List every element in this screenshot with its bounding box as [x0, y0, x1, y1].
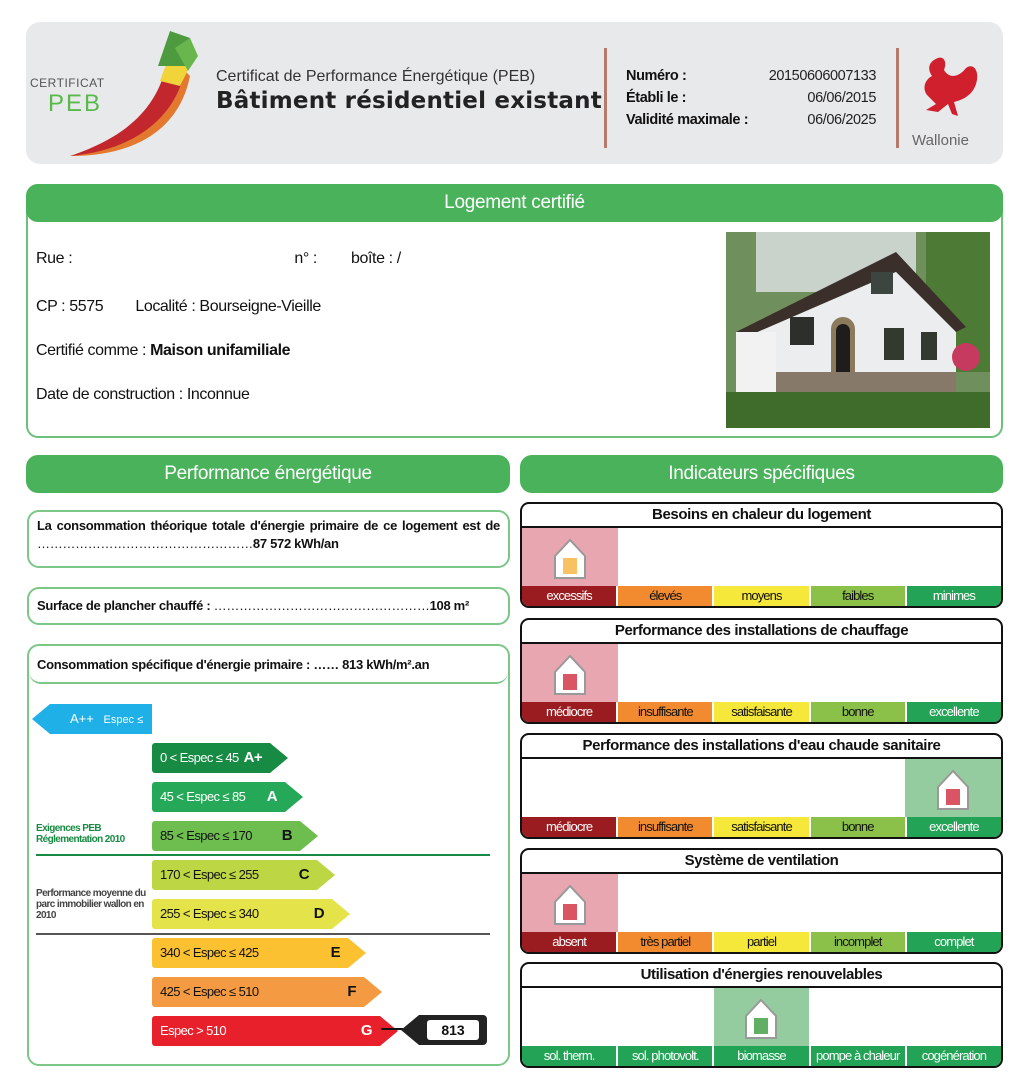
- exigences-label: Exigences PEB Réglementation 2010: [36, 823, 125, 845]
- indicator-level: moyens: [714, 586, 808, 606]
- dots-leader: ……: [313, 657, 343, 672]
- meta-value: 06/06/2025: [807, 112, 876, 128]
- indicator-cell: [809, 874, 905, 932]
- indicator-level: satisfaisante: [714, 702, 808, 722]
- indicator-level: satisfaisante: [714, 817, 808, 837]
- indicator-cell: [522, 528, 618, 586]
- indicator-cell: [714, 644, 810, 702]
- band-letter: A: [266, 788, 277, 805]
- exigences-line: [36, 854, 490, 856]
- divider: [604, 48, 607, 148]
- house-photo: [726, 232, 990, 428]
- moyenne-label: Performance moyenne du parc immobilier wallon en 2010: [36, 888, 146, 921]
- boite-value: /: [396, 250, 401, 267]
- indicator-1: [520, 502, 1003, 608]
- surface-label: Surface de plancher chauffé :: [37, 598, 211, 613]
- indicator-scale: [522, 702, 1001, 722]
- indicator-cell: [714, 759, 810, 817]
- logo-text-peb: PEB: [48, 90, 103, 117]
- indicator-scale: [522, 932, 1001, 952]
- indicator-level: bonne: [811, 702, 905, 722]
- surface-box: [27, 587, 510, 625]
- band-tip: [270, 743, 288, 773]
- marker-stick: [381, 1028, 403, 1030]
- performance-heading: Performance énergétique: [26, 455, 510, 493]
- indicator-scale: [522, 817, 1001, 837]
- indicator-level: sol. therm.: [522, 1046, 616, 1066]
- band-letter: A+: [243, 749, 262, 766]
- certifie-value: Maison unifamiliale: [150, 342, 291, 359]
- rue-label: Rue :: [36, 250, 73, 267]
- meta-label: Établi le :: [626, 90, 687, 106]
- surface-value: 108 m²: [429, 598, 469, 613]
- meta-value: 06/06/2015: [807, 90, 876, 106]
- address-row: [36, 250, 401, 268]
- heating-needs-icon: [552, 536, 588, 580]
- band-range: 340 < Espec ≤ 425: [160, 945, 259, 960]
- band-tip: [32, 704, 50, 734]
- boite-label: boîte :: [350, 250, 393, 267]
- localite-label: Localité :: [135, 298, 196, 315]
- indicator-3: [520, 733, 1003, 839]
- band-letter: E: [330, 944, 340, 961]
- indicator-cell: [618, 759, 714, 817]
- meta-validite: [626, 112, 876, 134]
- class-band-b: [152, 821, 300, 851]
- indicator-level: excellente: [907, 702, 1001, 722]
- band-letter: G: [360, 1022, 372, 1039]
- indicator-cells: [522, 528, 1001, 586]
- band-tip: [348, 938, 366, 968]
- band-range: 85 < Espec ≤ 170: [160, 828, 252, 843]
- class-band-d: [152, 899, 332, 929]
- indicator-level: insuffisante: [618, 817, 712, 837]
- cp-label: CP :: [36, 298, 66, 315]
- band-range: Espec > 510: [160, 1023, 227, 1038]
- construction-value: Inconnue: [186, 386, 250, 403]
- band-range: 425 < Espec ≤ 510: [160, 984, 259, 999]
- indicator-scale: [522, 1046, 1001, 1066]
- class-band-e: [152, 938, 348, 968]
- certificate-header: [26, 22, 1003, 164]
- indicator-level: insuffisante: [618, 702, 712, 722]
- meta-value: 20150606007133: [768, 68, 876, 84]
- hot-water-icon: [935, 767, 971, 811]
- band-letter: B: [281, 827, 292, 844]
- indicator-cell: [905, 988, 1001, 1046]
- indicator-cell: [809, 644, 905, 702]
- certifie-label: Certifié comme :: [36, 342, 147, 359]
- indicator-5: [520, 962, 1003, 1068]
- indicator-cell: [522, 759, 618, 817]
- indicator-level: faibles: [811, 586, 905, 606]
- class-band-a: [152, 782, 285, 812]
- total-consumption-value: 87 572 kWh/an: [252, 536, 339, 551]
- construction-label: Date de construction :: [36, 386, 183, 403]
- indicator-cell: [522, 644, 618, 702]
- indicator-cell: [714, 874, 810, 932]
- heating-system-icon: [552, 652, 588, 696]
- band-range: 45 < Espec ≤ 85: [160, 789, 246, 804]
- indicator-level: cogénération: [907, 1046, 1001, 1066]
- band-tip: [285, 782, 303, 812]
- certificate-title: Bâtiment résidentiel existant: [216, 88, 602, 114]
- band-letter: D: [313, 905, 324, 922]
- indicator-level: médiocre: [522, 817, 616, 837]
- class-band-f: [152, 977, 364, 1007]
- indicator-level: minimes: [907, 586, 1001, 606]
- current-value: 813: [427, 1020, 479, 1040]
- specific-consumption-label: Consommation spécifique d'énergie primaire :: [37, 657, 311, 672]
- construction-row: [36, 386, 250, 404]
- wallonie-rooster-icon: [914, 50, 984, 120]
- indicator-cell: [905, 874, 1001, 932]
- indicator-cells: [522, 988, 1001, 1046]
- dots-leader: ……………………………………………: [37, 536, 253, 551]
- dots-leader: ……………………………………………: [213, 598, 430, 613]
- band-range: 0 < Espec ≤ 45: [160, 750, 239, 765]
- class-band-g: [152, 1016, 380, 1046]
- band-tip: [380, 1016, 398, 1046]
- indicator-cells: [522, 644, 1001, 702]
- band-range: Espec ≤ 0: [70, 714, 144, 757]
- indicator-scale: [522, 586, 1001, 606]
- band-tip: [317, 860, 335, 890]
- indicator-title: Besoins en chaleur du logement: [522, 504, 1001, 528]
- band-range: 255 < Espec ≤ 340: [160, 906, 259, 921]
- certified-as-row: [36, 342, 290, 360]
- indicator-cell: [618, 874, 714, 932]
- marker-arrow: [401, 1015, 419, 1045]
- indicator-level: élevés: [618, 586, 712, 606]
- indicator-level: absent: [522, 932, 616, 952]
- localite-value: Bourseigne-Vieille: [199, 298, 321, 315]
- divider: [896, 48, 899, 148]
- total-consumption-text: La consommation théorique totale d'énergie primaire de ce logement est de: [37, 518, 500, 533]
- certificate-meta: [626, 68, 876, 134]
- indicator-level: incomplet: [811, 932, 905, 952]
- indicator-title: Système de ventilation: [522, 850, 1001, 874]
- locality-row: [36, 298, 321, 316]
- indicator-cell: [618, 644, 714, 702]
- indicator-cells: [522, 759, 1001, 817]
- indicator-title: Utilisation d'énergies renouvelables: [522, 964, 1001, 988]
- indicator-cell: [618, 528, 714, 586]
- indicator-level: biomasse: [714, 1046, 808, 1066]
- indicator-cell: [905, 528, 1001, 586]
- band-tip: [300, 821, 318, 851]
- class-band-c: [152, 860, 317, 890]
- moyenne-line: [36, 933, 490, 935]
- indicator-level: pompe à chaleur: [811, 1046, 905, 1066]
- indicator-2: [520, 618, 1003, 724]
- indicator-cell: [905, 644, 1001, 702]
- cp-value: 5575: [69, 298, 104, 315]
- indicator-cell: [809, 759, 905, 817]
- class-band-aplus: [152, 743, 270, 773]
- indicator-cell: [714, 988, 810, 1046]
- band-tip: [332, 899, 350, 929]
- meta-etabli: [626, 90, 876, 112]
- logo-text-certificat: CERTIFICAT: [30, 76, 105, 90]
- indicator-level: complet: [907, 932, 1001, 952]
- indicator-title: Performance des installations d'eau chaude sanitaire: [522, 735, 1001, 759]
- meta-label: Numéro :: [626, 68, 687, 84]
- biomass-icon: [743, 996, 779, 1040]
- ventilation-icon: [552, 882, 588, 926]
- indicator-level: très partiel: [618, 932, 712, 952]
- indicator-cell: [809, 988, 905, 1046]
- certificate-subtitle: Certificat de Performance Énergétique (PEB): [216, 68, 536, 85]
- band-letter: A++: [70, 711, 94, 726]
- meta-numero: [626, 68, 876, 90]
- indicator-cell: [522, 988, 618, 1046]
- logement-section: [26, 184, 1003, 438]
- indicator-level: excessifs: [522, 586, 616, 606]
- numero-label: n° :: [294, 250, 317, 267]
- indicator-4: [520, 848, 1003, 954]
- specific-consumption-row: [29, 646, 508, 684]
- indicator-cell: [522, 874, 618, 932]
- region-label: Wallonie: [912, 132, 969, 149]
- indicator-level: bonne: [811, 817, 905, 837]
- indicator-level: partiel: [714, 932, 808, 952]
- indicator-cell: [905, 759, 1001, 817]
- band-letter: F: [347, 983, 356, 1000]
- class-band-app: [50, 704, 152, 757]
- band-tip: [364, 977, 382, 1007]
- indicator-cell: [809, 528, 905, 586]
- indicator-title: Performance des installations de chauffage: [522, 620, 1001, 644]
- indicator-level: excellente: [907, 817, 1001, 837]
- band-letter: C: [298, 866, 309, 883]
- indicator-cells: [522, 874, 1001, 932]
- indicator-level: sol. photovolt.: [618, 1046, 712, 1066]
- indicator-level: médiocre: [522, 702, 616, 722]
- logement-heading: Logement certifié: [26, 184, 1003, 222]
- band-range: 170 < Espec ≤ 255: [160, 867, 259, 882]
- indicateurs-heading: Indicateurs spécifiques: [520, 455, 1003, 493]
- indicator-cell: [714, 528, 810, 586]
- total-consumption-box: [27, 510, 510, 568]
- meta-label: Validité maximale :: [626, 112, 749, 128]
- specific-consumption-value: 813 kWh/m².an: [342, 657, 430, 672]
- indicator-cell: [618, 988, 714, 1046]
